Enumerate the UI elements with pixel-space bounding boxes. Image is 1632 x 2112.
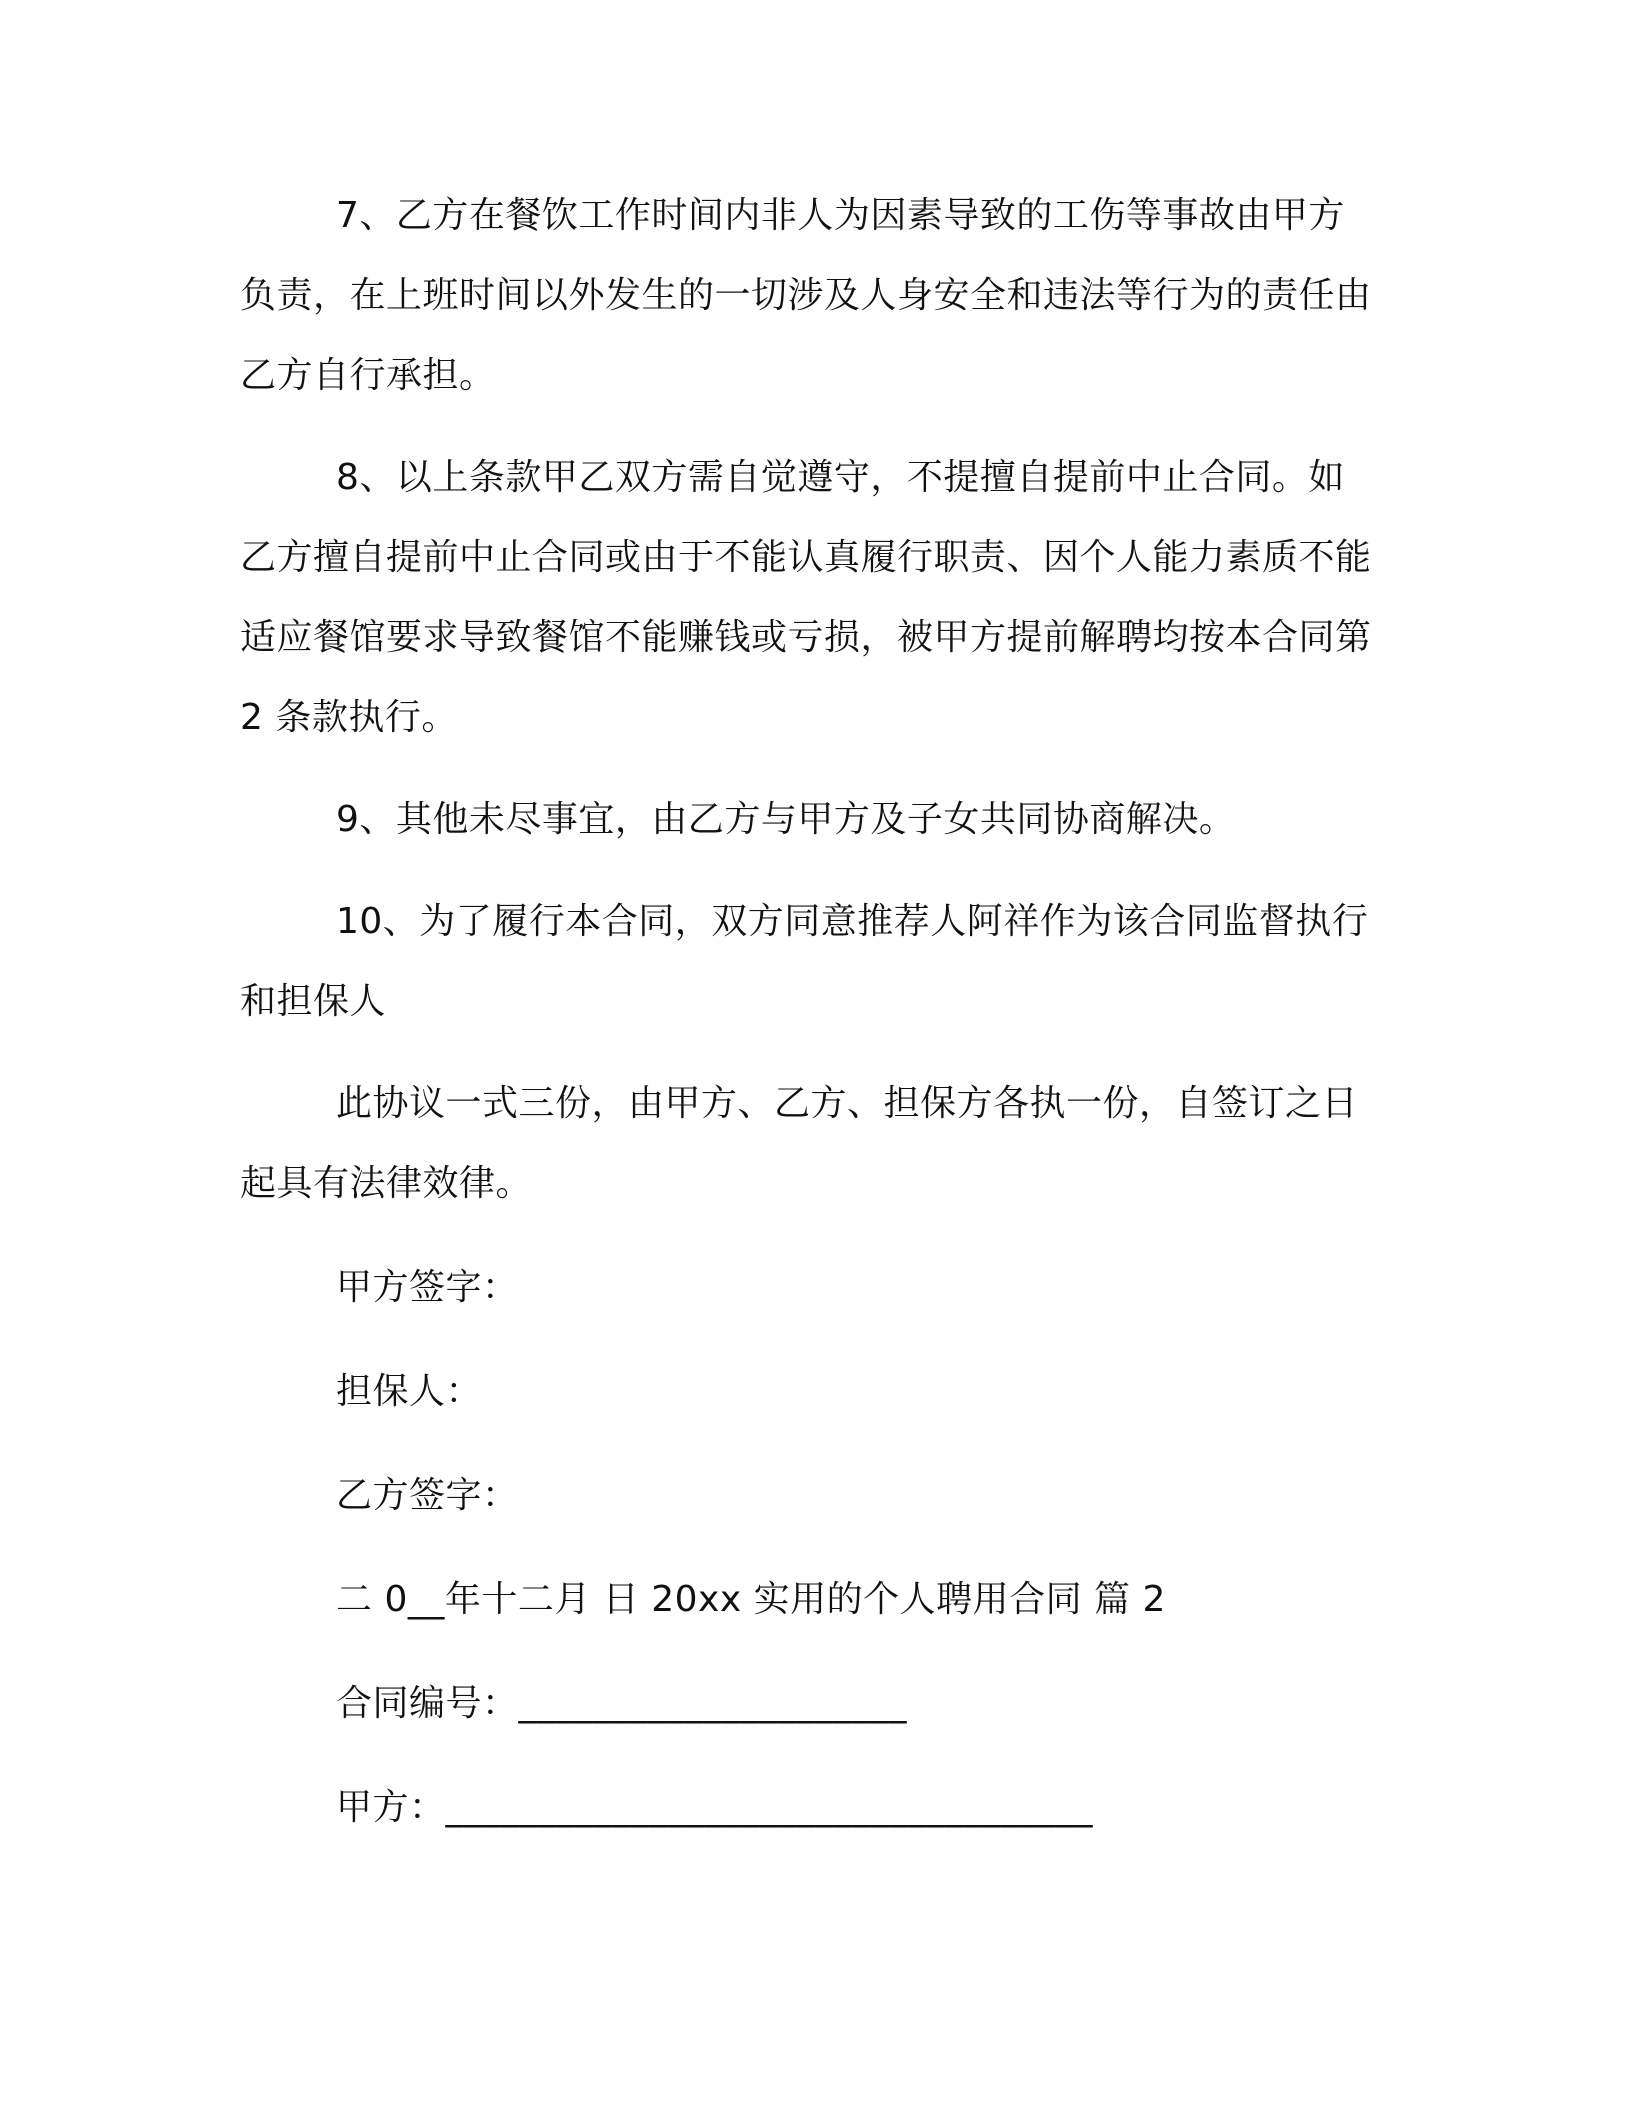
clause-10-paragraph: 10、为了履行本合同，双方同意推荐人阿祥作为该合同监督执行和担保人	[240, 901, 1369, 1022]
clause-7-paragraph: 7、乙方在餐饮工作时间内非人为因素导致的工伤等事故由甲方负责，在上班时间以外发生的一切涉及人身安全和违法等行为的责任由乙方自行承担。	[240, 195, 1372, 396]
clause-9-paragraph: 9、其他未尽事宜，由乙方与甲方及子女共同协商解决。	[336, 799, 1236, 840]
clause-8-paragraph: 8、以上条款甲乙双方需自觉遵守，不提擅自提前中止合同。如乙方擅自提前中止合同或由于不能认真履行职责、因个人能力素质不能适应餐馆要求导致餐馆不能赚钱或亏损，被甲方提前解聘均按本合同第 2 条款执行。	[240, 457, 1372, 738]
document-content	[240, 176, 1380, 1848]
agreement-copies-paragraph: 此协议一式三份，由甲方、乙方、担保方各执一份，自签订之日起具有法律效律。	[240, 1083, 1359, 1204]
party-b-signature-line: 乙方签字：	[336, 1475, 519, 1516]
date-and-section-title-line: 二 0__年十二月 日 20xx 实用的个人聘用合同 篇 2	[336, 1579, 1166, 1620]
party-a-signature-line: 甲方签字：	[336, 1267, 519, 1308]
guarantor-signature-line: 担保人：	[336, 1371, 483, 1412]
contract-number-line: 合同编号：_____________________	[336, 1683, 908, 1724]
party-a-line: 甲方：___________________________________	[336, 1787, 1094, 1828]
